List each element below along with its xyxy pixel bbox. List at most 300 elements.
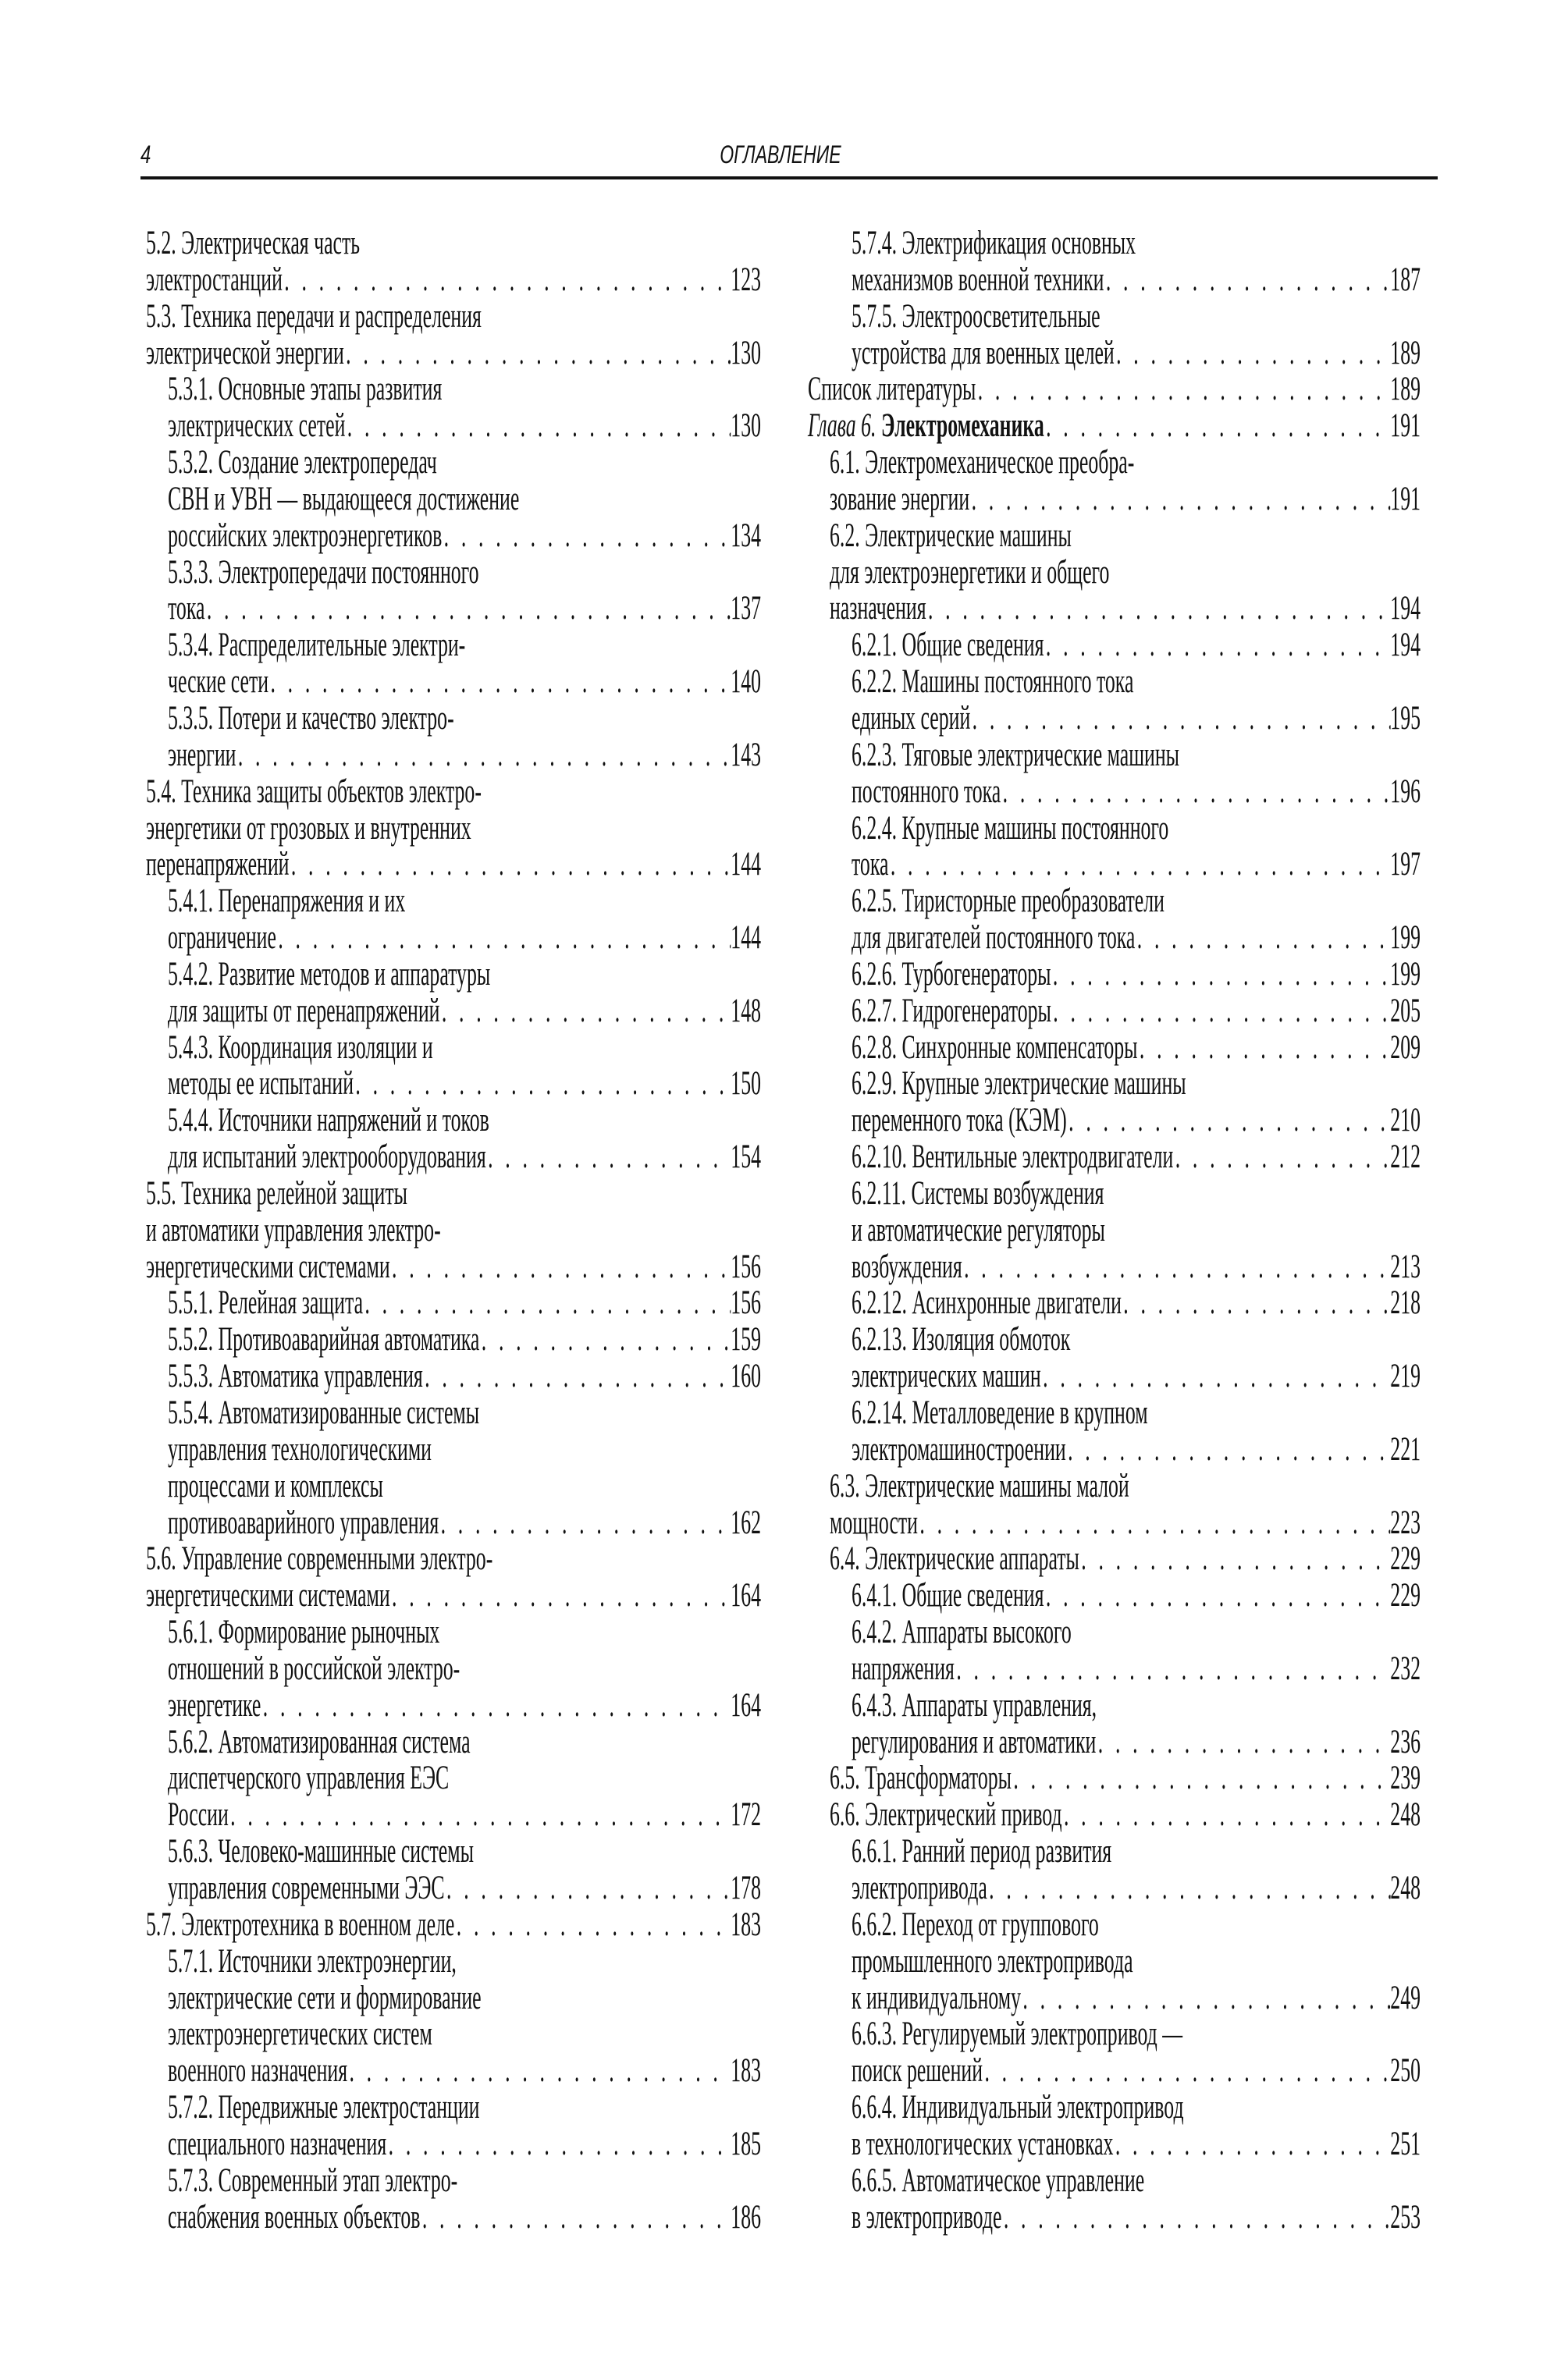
toc-entry-text: 6.2.12. Асинхронные двигатели — [852, 1284, 1122, 1322]
toc-entry-line — [852, 1103, 1421, 1139]
toc-page-number: 248 — [1390, 1869, 1421, 1906]
dot-leader — [983, 2053, 1390, 2090]
dot-leader — [1044, 627, 1390, 664]
toc-entry[interactable] — [808, 408, 1421, 445]
toc-entry-text: электрической энергии — [146, 334, 344, 371]
toc-right-column — [808, 226, 1421, 2236]
toc-entry-line — [852, 1030, 1421, 1067]
toc-entry-text: единых серий — [852, 699, 971, 737]
toc-page-number: 130 — [731, 407, 761, 445]
toc-entry[interactable] — [852, 2163, 1421, 2236]
toc-entry-text: России — [168, 1796, 229, 1834]
toc-page-number: 197 — [1390, 846, 1421, 883]
toc-entry-text: военного назначения — [168, 2052, 348, 2090]
toc-entry-line — [852, 1907, 1421, 1944]
dot-leader — [1067, 1103, 1391, 1139]
toc-page-number: 189 — [1390, 371, 1421, 408]
running-header — [0, 140, 1561, 169]
toc-entry-text: возбуждения — [852, 1248, 962, 1285]
toc-entry[interactable] — [830, 518, 1421, 628]
toc-entry-line — [168, 627, 761, 664]
toc-entry[interactable] — [168, 1103, 761, 1176]
toc-entry-line — [168, 1834, 761, 1870]
toc-left-column — [146, 226, 761, 2236]
toc-entry[interactable] — [852, 1834, 1421, 1907]
toc-entry-text: переменного тока (КЭМ) — [852, 1102, 1067, 1139]
toc-entry-text: 6.2.7. Гидрогенераторы — [852, 992, 1051, 1029]
toc-entry-line — [146, 774, 761, 811]
toc-entry-text: тока — [168, 590, 205, 627]
toc-entry[interactable] — [852, 664, 1421, 737]
toc-entry-line — [852, 1322, 1421, 1359]
toc-entry[interactable] — [852, 883, 1421, 957]
toc-page-number: 196 — [1390, 773, 1421, 810]
toc-entry[interactable] — [830, 445, 1421, 518]
toc-page-number: 134 — [731, 517, 761, 554]
toc-entry-text: постоянного тока — [852, 773, 1001, 810]
toc-page-number: 195 — [1390, 699, 1421, 737]
toc-entry-text: для защиты от перенапряжений — [168, 992, 440, 1029]
toc-entry[interactable] — [830, 1469, 1421, 1542]
toc-entry-line — [852, 1285, 1421, 1322]
toc-entry-text: для двигателей постоянного тока — [852, 919, 1136, 957]
toc-entry[interactable] — [168, 1944, 761, 2090]
toc-page-number: 210 — [1390, 1102, 1421, 1139]
toc-entry[interactable] — [852, 2016, 1421, 2090]
toc-page-number: 232 — [1390, 1650, 1421, 1687]
toc-entry[interactable] — [852, 1578, 1421, 1614]
toc-entry[interactable] — [168, 1322, 761, 1359]
dot-leader — [261, 1688, 731, 1725]
toc-entry-line — [852, 336, 1421, 372]
dot-leader — [454, 1907, 731, 1944]
toc-entry[interactable] — [852, 1907, 1421, 2017]
toc-entry-line — [852, 1614, 1421, 1651]
toc-entry-line — [852, 2053, 1421, 2090]
toc-entry-text: российских электроэнергетиков — [168, 517, 443, 554]
toc-entry-text: тока — [852, 846, 889, 883]
toc-entry-line — [830, 1469, 1421, 1505]
toc-entry-text: 6.2.8. Синхронные компенсаторы — [852, 1028, 1138, 1066]
toc-entry[interactable] — [146, 299, 761, 372]
toc-entry-line — [146, 811, 761, 847]
toc-page-number: 194 — [1390, 590, 1421, 627]
toc-entry-text: промышленного электропривода — [852, 1942, 1133, 1980]
toc-entry-line — [146, 336, 761, 372]
toc-page-number: 209 — [1390, 1028, 1421, 1066]
toc-entry-line — [852, 1870, 1421, 1907]
toc-entry-text: 6.6.5. Автоматическое управление — [852, 2162, 1145, 2199]
toc-entry[interactable] — [168, 1834, 761, 1907]
toc-entry-text: управления технологическими — [168, 1430, 432, 1468]
toc-entry-text: 5.7.5. Электроосветительные — [852, 297, 1101, 335]
dot-leader — [1096, 1725, 1390, 1761]
header-rule — [140, 176, 1438, 179]
dot-leader — [439, 1505, 731, 1542]
toc-entry-line — [852, 737, 1421, 774]
toc-entry-line — [852, 1359, 1421, 1395]
toc-entry-text: 5.5.2. Противоаварийная автоматика — [168, 1321, 480, 1359]
toc-entry-line — [146, 226, 761, 262]
toc-page-number: 187 — [1390, 261, 1421, 298]
dot-leader — [289, 847, 731, 883]
toc-entry-text: механизмов военной техники — [852, 261, 1104, 298]
toc-entry[interactable] — [852, 1285, 1421, 1322]
toc-entry-line — [168, 1725, 761, 1761]
toc-entry-line — [168, 445, 761, 481]
toc-entry-line — [852, 2163, 1421, 2200]
toc-entry-text: 5.7.3. Современный этап электро- — [168, 2162, 458, 2199]
dot-leader — [268, 664, 731, 701]
toc-page-number: 223 — [1390, 1504, 1421, 1541]
toc-entry-text: 5.3.4. Распределительные электри- — [168, 627, 466, 664]
dot-leader — [345, 408, 731, 445]
toc-entry-line — [168, 2053, 761, 2090]
toc-entry-line — [808, 371, 1421, 408]
toc-entry[interactable] — [168, 2090, 761, 2163]
toc-entry-line — [168, 920, 761, 957]
toc-entry-line — [852, 1688, 1421, 1725]
toc-entry-text: 6.2.2. Машины постоянного тока — [852, 663, 1134, 701]
toc-entry[interactable] — [168, 883, 761, 957]
toc-page-number: 191 — [1390, 407, 1421, 445]
toc-entry-text: диспетчерского управления ЕЭС — [168, 1760, 450, 1797]
toc-entry-text: 5.5.3. Автоматика управления — [168, 1358, 423, 1395]
dot-leader — [1001, 2200, 1390, 2236]
toc-entry-text: электромашиностроении — [852, 1430, 1066, 1468]
toc-entry[interactable] — [146, 226, 761, 299]
toc-entry[interactable] — [852, 1322, 1421, 1395]
toc-entry[interactable] — [852, 627, 1421, 664]
toc-entry-text: электростанций — [146, 261, 283, 298]
toc-entry-line — [830, 1760, 1421, 1797]
dot-leader — [976, 371, 1390, 408]
toc-entry-text: 5.6.2. Автоматизированная система — [168, 1723, 471, 1760]
toc-entry[interactable] — [852, 299, 1421, 372]
toc-entry[interactable] — [146, 774, 761, 884]
toc-entry-line — [852, 299, 1421, 336]
dot-leader — [1001, 774, 1390, 811]
toc-entry[interactable] — [146, 1541, 761, 1614]
toc-entry[interactable] — [852, 226, 1421, 299]
toc-entry-line — [168, 1030, 761, 1067]
dot-leader — [1135, 920, 1390, 957]
toc-entry-line — [168, 701, 761, 737]
toc-page-number: 219 — [1390, 1358, 1421, 1395]
toc-entry-text: 6.4.2. Аппараты высокого — [852, 1614, 1072, 1651]
dot-leader — [386, 2126, 731, 2163]
dot-leader — [1041, 1359, 1391, 1395]
toc-entry-text: 6.2.10. Вентильные электродвигатели — [852, 1138, 1174, 1176]
toc-entry-text: 5.3.2. Создание электропередач — [168, 444, 437, 481]
toc-entry-text: 5.5. Техника релейной защиты — [146, 1174, 407, 1212]
toc-entry-line — [168, 957, 761, 993]
toc-entry-text: 5.7.1. Источники электроэнергии, — [168, 1942, 457, 1980]
toc-entry-line — [852, 1213, 1421, 1249]
dot-leader — [445, 1870, 731, 1907]
toc-entry-line — [852, 847, 1421, 883]
toc-entry[interactable] — [168, 1614, 761, 1725]
toc-entry[interactable] — [168, 1395, 761, 1541]
toc-entry-text: энергетике — [168, 1686, 261, 1724]
dot-leader — [354, 1066, 731, 1103]
toc-entry-line — [852, 920, 1421, 957]
toc-entry-text: 6.6.2. Переход от группового — [852, 1906, 1099, 1943]
toc-entry-line — [168, 1797, 761, 1834]
toc-entry-line — [168, 1760, 761, 1797]
toc-page-number: 229 — [1390, 1540, 1421, 1578]
dot-leader — [344, 336, 731, 372]
toc-entry[interactable] — [852, 1395, 1421, 1469]
toc-page-number: 183 — [731, 1906, 761, 1943]
toc-entry-line — [852, 774, 1421, 811]
toc-entry-text: 5.4.4. Источники напряжений и токов — [168, 1102, 489, 1139]
chapter-title: Электромеханика — [880, 407, 1044, 445]
toc-entry-line — [168, 2163, 761, 2200]
toc-entry-text: 6.2.5. Тиристорные преобразователи — [852, 883, 1165, 920]
dot-leader — [1115, 336, 1391, 372]
toc-entry[interactable] — [852, 2090, 1421, 2163]
toc-entry[interactable] — [168, 2163, 761, 2236]
toc-entry[interactable] — [852, 957, 1421, 993]
toc-entry-text: мощности — [830, 1504, 918, 1541]
toc-entry-line — [852, 1139, 1421, 1176]
dot-leader — [283, 262, 731, 299]
toc-entry[interactable] — [830, 1541, 1421, 1578]
toc-entry-text: в технологических установках — [852, 2125, 1114, 2162]
toc-entry[interactable] — [830, 1760, 1421, 1797]
toc-entry-line — [168, 664, 761, 701]
toc-entry-text: 6.6.4. Индивидуальный электропривод — [852, 2089, 1184, 2126]
toc-entry-line — [168, 1469, 761, 1505]
toc-page-number: 189 — [1390, 334, 1421, 371]
toc-entry-text: в электроприводе — [852, 2198, 1002, 2236]
page-number: 4 — [140, 140, 151, 169]
toc-page-number: 199 — [1390, 919, 1421, 957]
toc-entry-text: 5.6.3. Человеко-машинные системы — [168, 1833, 474, 1870]
toc-entry-line — [168, 993, 761, 1030]
dot-leader — [962, 1249, 1391, 1286]
toc-entry-line — [168, 1688, 761, 1725]
toc-page-number: 130 — [731, 334, 761, 371]
toc-entry-line — [852, 1725, 1421, 1761]
toc-page-number: 160 — [731, 1358, 761, 1395]
toc-entry[interactable] — [852, 1030, 1421, 1067]
toc-entry-text: 5.7.4. Электрификация основных — [852, 225, 1136, 261]
toc-entry-line — [168, 883, 761, 920]
toc-page-number: 236 — [1390, 1723, 1421, 1760]
toc-entry-line — [830, 1797, 1421, 1834]
toc-entry-line — [852, 1834, 1421, 1870]
dot-leader — [486, 1139, 731, 1176]
dot-leader — [204, 591, 731, 627]
toc-entry-line — [852, 1944, 1421, 1980]
toc-entry-text: 5.3. Техника передачи и распределения — [146, 297, 482, 335]
toc-page-number: 178 — [731, 1869, 761, 1906]
toc-entry-text: 6.2.11. Системы возбуждения — [852, 1174, 1104, 1212]
toc-entry-line — [852, 957, 1421, 993]
toc-page-number: 144 — [731, 919, 761, 957]
toc-entry-text: 6.2.4. Крупные машины постоянного — [852, 809, 1169, 847]
toc-entry[interactable] — [852, 737, 1421, 811]
dot-leader — [1138, 1030, 1391, 1067]
toc-entry-text: процессами и комплексы — [168, 1467, 383, 1504]
toc-page-number: 156 — [731, 1248, 761, 1285]
toc-entry-line — [852, 883, 1421, 920]
toc-entry[interactable] — [808, 371, 1421, 408]
toc-entry-text: электропривода — [852, 1869, 987, 1906]
dot-leader — [969, 481, 1390, 518]
toc-page-number: 144 — [731, 846, 761, 883]
toc-entry[interactable] — [168, 1725, 761, 1835]
dot-leader — [926, 591, 1391, 627]
toc-entry[interactable] — [168, 371, 761, 445]
toc-entry-line — [830, 1541, 1421, 1578]
toc-entry-text: СВН и УВН — выдающееся достижение — [168, 480, 520, 517]
toc-entry-line — [852, 1980, 1421, 2017]
toc-entry-text: для испытаний электрооборудования — [168, 1138, 486, 1176]
toc-entry-text: электрические сети и формирование — [168, 1979, 482, 2016]
toc-entry-text: 6.5. Трансформаторы — [830, 1760, 1012, 1797]
toc-page-number: 229 — [1390, 1577, 1421, 1614]
toc-entry-text: специального назначения — [168, 2125, 387, 2162]
toc-entry-line — [168, 1066, 761, 1103]
toc-entry-text: отношений в российской электро- — [168, 1650, 460, 1687]
toc-entry-line — [168, 371, 761, 408]
toc-entry[interactable] — [168, 445, 761, 555]
toc-entry-text: 5.4. Техника защиты объектов электро- — [146, 773, 482, 810]
toc-entry-text: 6.2.14. Металловедение в крупном — [852, 1394, 1148, 1431]
toc-entry-line — [168, 1614, 761, 1651]
toc-entry-text: 6.4. Электрические аппараты — [830, 1540, 1079, 1578]
toc-entry-line — [168, 1103, 761, 1139]
toc-entry[interactable] — [830, 1797, 1421, 1834]
toc-page-number: 183 — [731, 2052, 761, 2090]
toc-entry-line — [168, 1285, 761, 1322]
dot-leader — [1051, 957, 1391, 993]
toc-entry[interactable] — [852, 1139, 1421, 1176]
toc-entry-line — [146, 847, 761, 883]
toc-entry-line — [168, 408, 761, 445]
toc-entry[interactable] — [168, 957, 761, 1030]
toc-entry-line — [852, 2126, 1421, 2163]
toc-entry[interactable] — [146, 1907, 761, 1944]
toc-entry-text: напряжения — [852, 1650, 955, 1687]
toc-entry-text: 5.6. Управление современными электро- — [146, 1540, 493, 1578]
toc-entry-line — [168, 481, 761, 518]
dot-leader — [1012, 1760, 1390, 1797]
toc-entry-line — [146, 1541, 761, 1578]
dot-leader — [1104, 262, 1390, 299]
toc-entry[interactable] — [168, 1359, 761, 1395]
toc-entry-text: 5.7.2. Передвижные электростанции — [168, 2089, 480, 2126]
toc-page-number: 199 — [1390, 955, 1421, 993]
dot-leader — [420, 2200, 731, 2236]
toc-entry-line — [168, 1395, 761, 1432]
dot-leader — [1066, 1432, 1391, 1469]
dot-leader — [970, 701, 1390, 737]
toc-entry-text: 5.4.3. Координация изоляции и — [168, 1028, 433, 1066]
dot-leader — [1021, 1980, 1390, 2017]
toc-entry[interactable] — [146, 1176, 761, 1286]
toc-entry-text: электрических сетей — [168, 407, 346, 445]
dot-leader — [987, 1870, 1391, 1907]
dot-leader — [1122, 1285, 1390, 1322]
toc-entry[interactable] — [168, 555, 761, 628]
toc-entry-line — [146, 262, 761, 299]
toc-entry-text: 5.2. Электрическая часть — [146, 225, 361, 261]
toc-entry[interactable] — [852, 993, 1421, 1030]
toc-entry-text: ческие сети — [168, 663, 269, 701]
toc-entry-text: ограничение — [168, 919, 276, 957]
toc-entry[interactable] — [168, 1030, 761, 1103]
toc-page-number: 140 — [731, 663, 761, 701]
toc-entry-text: к индивидуальному — [852, 1979, 1021, 2016]
toc-entry-line — [168, 518, 761, 555]
toc-entry-line — [168, 591, 761, 627]
toc-entry-text: 6.2.1. Общие сведения — [852, 627, 1044, 664]
toc-entry-text: 5.7. Электротехника в военном деле — [146, 1906, 455, 1943]
toc-entry-line — [146, 299, 761, 336]
dot-leader — [1044, 1578, 1390, 1614]
toc-entry-text: снабжения военных объектов — [168, 2198, 421, 2236]
toc-entry-line — [146, 1176, 761, 1213]
dot-leader — [442, 518, 731, 555]
toc-entry[interactable] — [852, 1688, 1421, 1761]
toc-entry-line — [830, 481, 1421, 518]
toc-entry-text: электроэнергетических систем — [168, 2016, 432, 2053]
toc-entry-line — [852, 2090, 1421, 2126]
toc-entry-line — [852, 262, 1421, 299]
toc-entry-line — [168, 2090, 761, 2126]
toc-entry[interactable] — [852, 1066, 1421, 1139]
toc-entry-text: противоаварийного управления — [168, 1504, 439, 1541]
toc-entry[interactable] — [168, 701, 761, 774]
toc-page-number: 251 — [1390, 2125, 1421, 2162]
toc-entry-text: энергетическими системами — [146, 1577, 390, 1614]
toc-entry-line — [168, 2200, 761, 2236]
toc-entry[interactable] — [852, 1176, 1421, 1286]
toc-entry[interactable] — [852, 811, 1421, 884]
toc-page-number: 150 — [731, 1065, 761, 1103]
toc-page-number: 191 — [1390, 480, 1421, 517]
toc-page-number: 221 — [1390, 1430, 1421, 1468]
toc-entry-line — [852, 1176, 1421, 1213]
toc-entry-line — [168, 737, 761, 774]
toc-entry-text: 5.4.2. Развитие методов и аппаратуры — [168, 955, 491, 993]
toc-entry[interactable] — [168, 627, 761, 701]
toc-entry-text: 5.6.1. Формирование рыночных — [168, 1614, 440, 1651]
dot-leader — [1062, 1797, 1391, 1834]
toc-page-number: 205 — [1390, 992, 1421, 1029]
toc-entry-line — [830, 445, 1421, 481]
toc-entry[interactable] — [852, 1614, 1421, 1688]
toc-entry-text: поиск решений — [852, 2052, 983, 2090]
toc-entry-line — [852, 2016, 1421, 2053]
toc-page-number: 186 — [731, 2198, 761, 2236]
toc-page-number: 159 — [731, 1321, 761, 1359]
toc-entry-line — [852, 1066, 1421, 1103]
toc-entry-text: 6.4.1. Общие сведения — [852, 1577, 1044, 1614]
toc-page-number: 248 — [1390, 1796, 1421, 1834]
dot-leader — [347, 2053, 731, 2090]
toc-entry-text: 5.5.4. Автоматизированные системы — [168, 1394, 480, 1431]
toc-page-number: 253 — [1390, 2198, 1421, 2236]
toc-entry-text: электрических машин — [852, 1358, 1041, 1395]
toc-entry[interactable] — [168, 1285, 761, 1322]
dot-leader — [390, 1578, 731, 1614]
toc-page-number: 164 — [731, 1577, 761, 1614]
